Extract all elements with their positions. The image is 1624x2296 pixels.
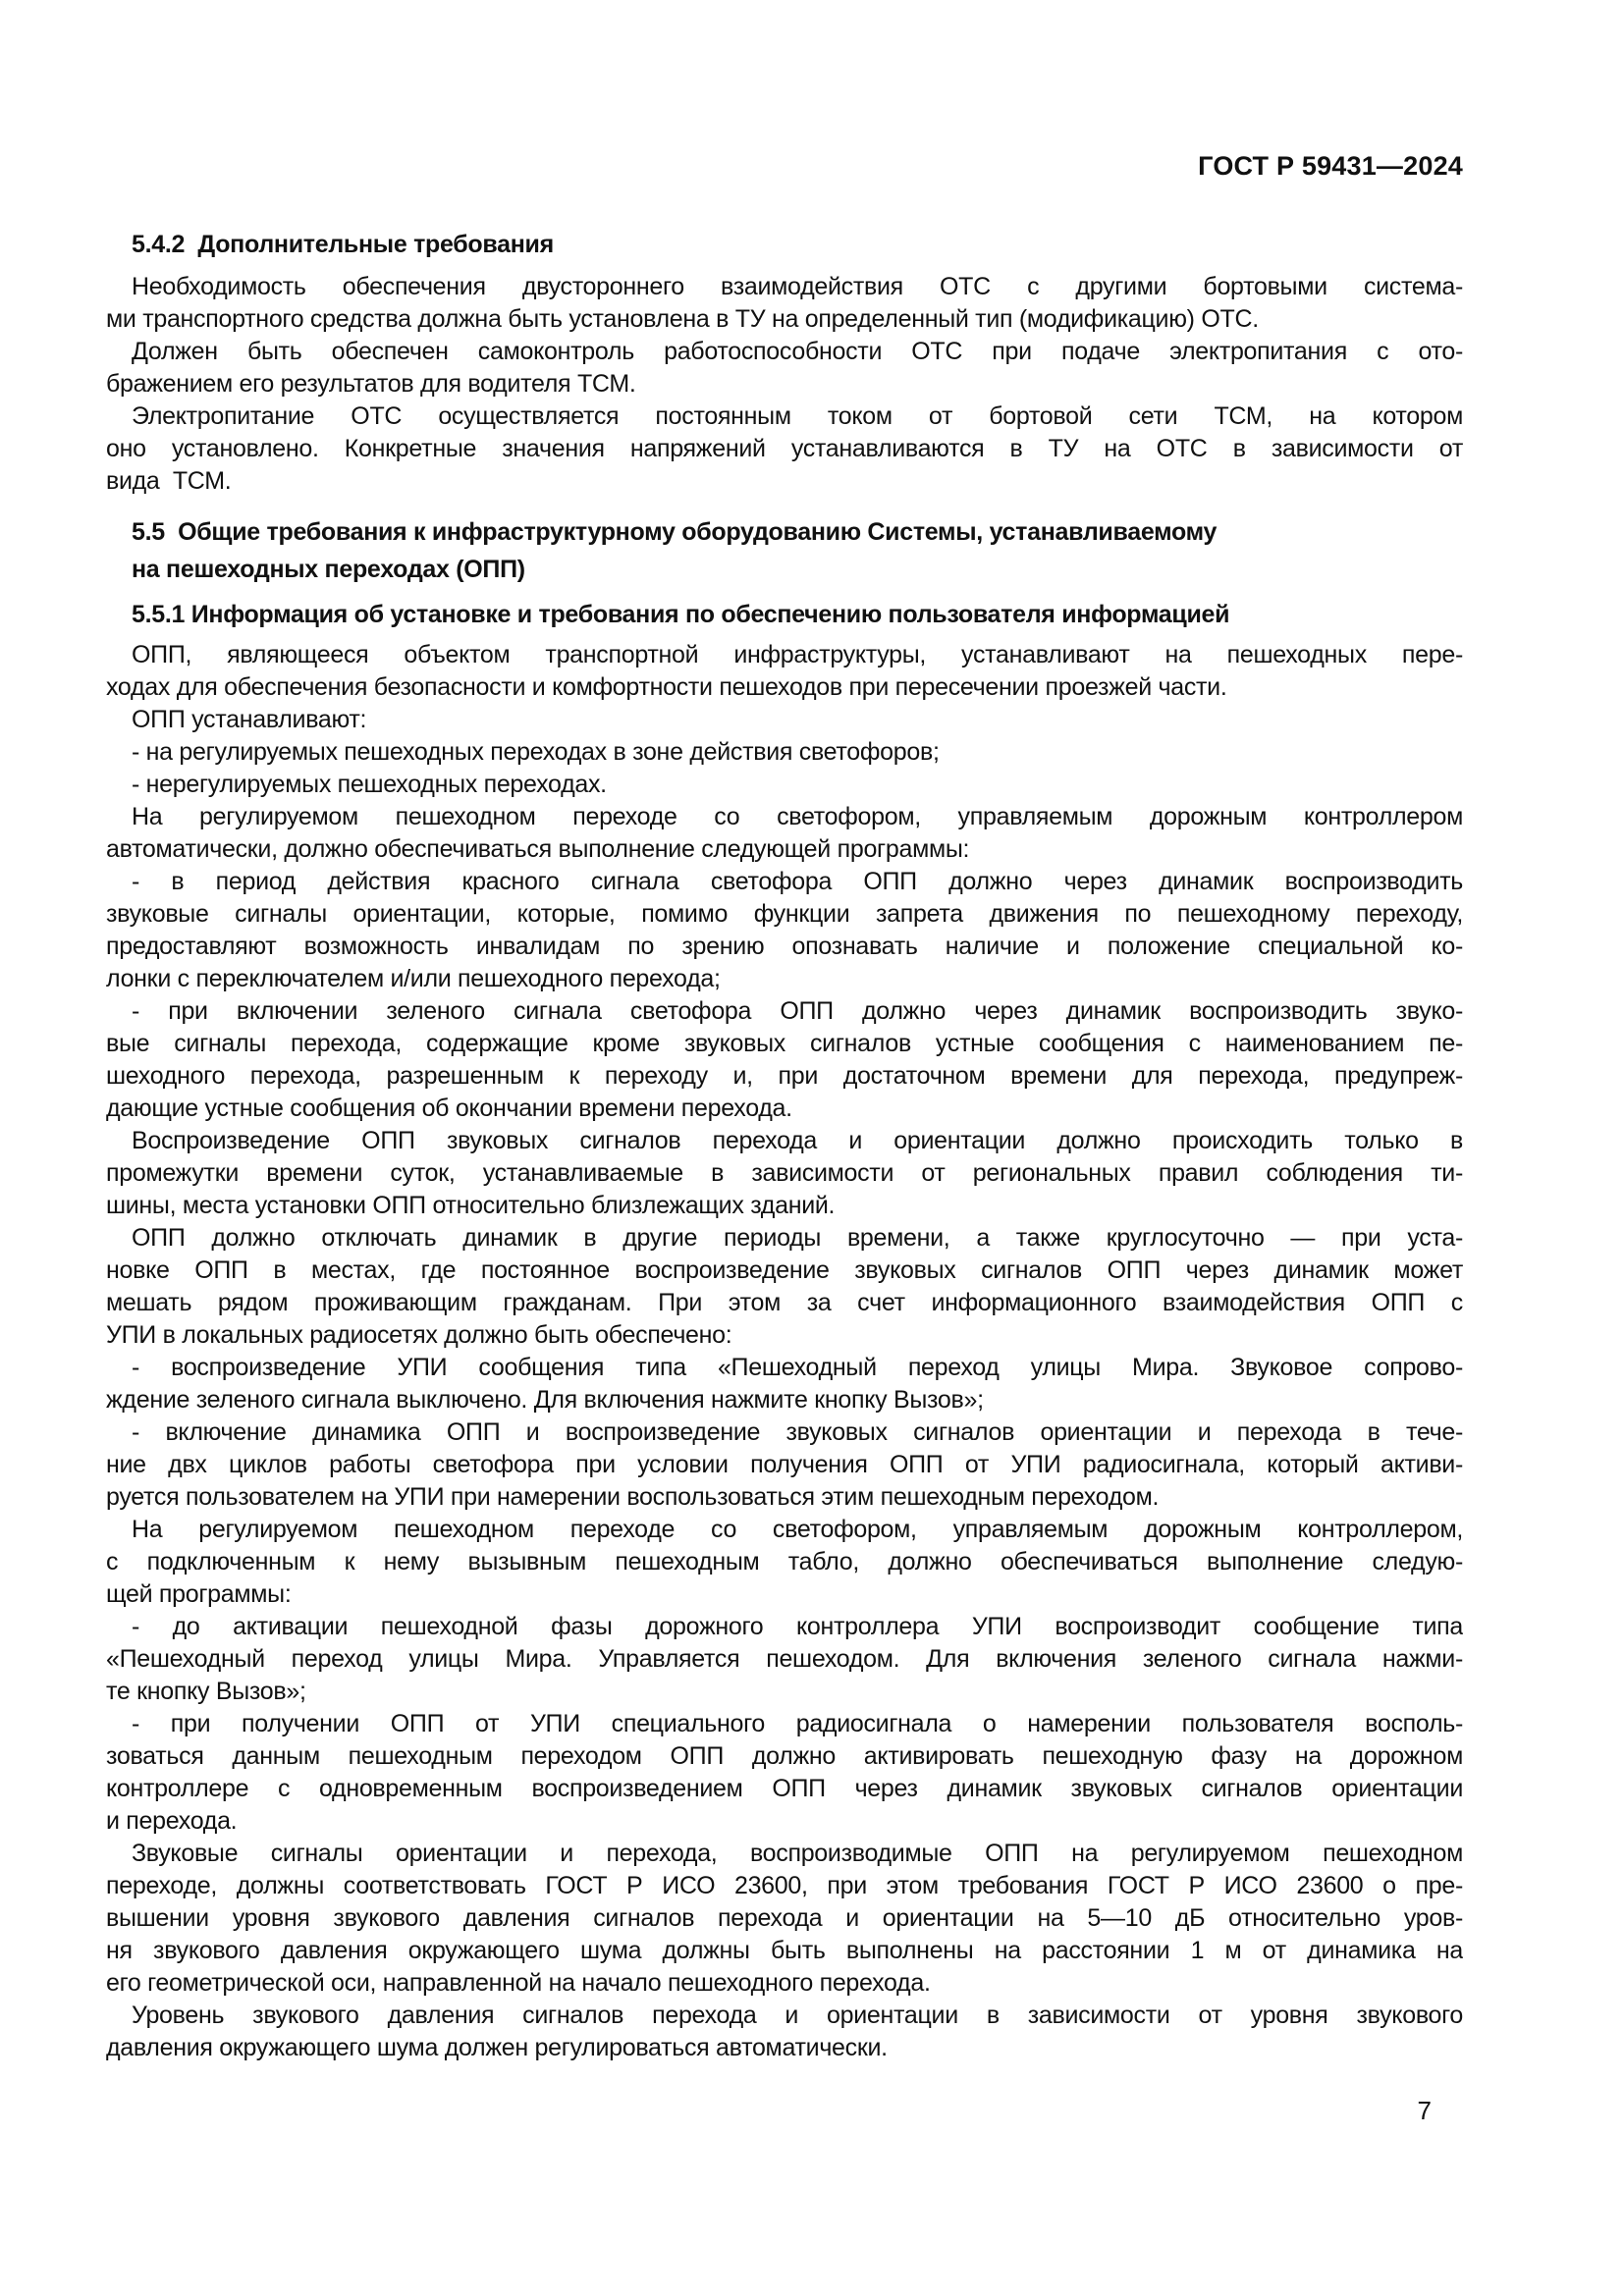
- paragraph-line: Электропитание ОТС осуществляется постоянным током от бортовой сети ТСМ, на котором: [132, 402, 1463, 430]
- paragraph: [106, 1222, 1463, 1352]
- section-heading: [106, 226, 1463, 263]
- paragraph-line: - на регулируемых пешеходных переходах в зоне действия светофоров;: [132, 738, 940, 766]
- paragraph-line: шеходного перехода, разрешенным к переходу и, при достаточном времени для перехода, предупреж-: [106, 1062, 1463, 1090]
- paragraph-line: ОПП должно отключать динамик в другие периоды времени, а также круглосуточно — при уста-: [132, 1224, 1463, 1252]
- paragraph-line: - при включении зеленого сигнала светофора ОПП должно через динамик воспроизводить звуко-: [132, 997, 1463, 1025]
- paragraph: [106, 1125, 1463, 1222]
- paragraph: [106, 336, 1463, 400]
- paragraph-line: промежутки времени суток, устанавливаемые в зависимости от региональных правил соблюдения ти-: [106, 1159, 1463, 1187]
- paragraph: [106, 639, 1463, 704]
- paragraph-line: шины, места установки ОПП относительно близлежащих зданий.: [106, 1192, 836, 1219]
- paragraph-line: - воспроизведение УПИ сообщения типа «Пешеходный переход улицы Мира. Звуковое сопрово-: [132, 1354, 1463, 1381]
- paragraph-line: вида ТСМ.: [106, 467, 232, 495]
- paragraph: [106, 866, 1463, 995]
- paragraph-line: зоваться данным пешеходным переходом ОПП должно активировать пешеходную фазу на дорожном: [106, 1742, 1463, 1770]
- paragraph-line: - в период действия красного сигнала светофора ОПП должно через динамик воспроизводить: [132, 868, 1463, 895]
- paragraph-line: ходах для обеспечения безопасности и комфортности пешеходов при пересечении проезжей части.: [106, 673, 1227, 701]
- paragraph-line: Должен быть обеспечен самоконтроль работоспособности ОТС при подаче электропитания с ото-: [132, 338, 1463, 365]
- paragraph-line: и перехода.: [106, 1807, 238, 1835]
- paragraph-line: Необходимость обеспечения двустороннего взаимодействия ОТС с другими бортовыми система-: [132, 273, 1463, 300]
- paragraph-line: контроллере с одновременным воспроизведением ОПП через динамик звуковых сигналов ориентации: [106, 1775, 1463, 1802]
- paragraph-line: те кнопку Вызов»;: [106, 1678, 306, 1705]
- heading-line: на пешеходных переходах (ОПП): [132, 556, 525, 583]
- paragraph-line: с подключенным к нему вызывным пешеходным табло, должно обеспечиваться выполнение следую-: [106, 1548, 1463, 1575]
- heading-line: 5.5.1 Информация об установке и требования по обеспечению пользователя информацией: [132, 601, 1230, 628]
- paragraph-line: На регулируемом пешеходном переходе со светофором, управляемым дорожным контроллером: [132, 803, 1463, 830]
- paragraph: [106, 1352, 1463, 1416]
- paragraph: [106, 769, 1463, 801]
- paragraph-line: - включение динамика ОПП и воспроизведение звуковых сигналов ориентации и перехода в тече-: [132, 1418, 1463, 1446]
- paragraph-line: вые сигналы перехода, содержащие кроме звуковых сигналов устные сообщения с наименованием пе-: [106, 1030, 1463, 1057]
- paragraph-line: давления окружающего шума должен регулироваться автоматически.: [106, 2034, 888, 2061]
- paragraph-line: предоставляют возможность инвалидам по зрению опознавать наличие и положение специальной ко-: [106, 933, 1463, 960]
- paragraph-line: На регулируемом пешеходном переходе со светофором, управляемым дорожным контроллером,: [132, 1516, 1463, 1543]
- paragraph-line: ня звукового давления окружающего шума должны быть выполнены на расстоянии 1 м от динамика на: [106, 1937, 1463, 1964]
- paragraph-line: Воспроизведение ОПП звуковых сигналов перехода и ориентации должно происходить только в: [132, 1127, 1463, 1154]
- heading-line: 5.5 Общие требования к инфраструктурному оборудованию Системы, устанавливаемому: [132, 518, 1218, 546]
- paragraph: [106, 1708, 1463, 1838]
- paragraph: [106, 801, 1463, 866]
- paragraph-line: Звуковые сигналы ориентации и перехода, воспроизводимые ОПП на регулируемом пешеходном: [132, 1840, 1463, 1867]
- paragraph-line: вышении уровня звукового давления сигналов перехода и ориентации на 5—10 дБ относительно уров-: [106, 1904, 1463, 1932]
- paragraph-line: - при получении ОПП от УПИ специального радиосигнала о намерении пользователя восполь-: [132, 1710, 1463, 1737]
- paragraph-line: ОПП устанавливают:: [132, 706, 367, 733]
- paragraph-line: мешать рядом проживающим гражданам. При этом за счет информационного взаимодействия ОПП с: [106, 1289, 1463, 1316]
- running-header: ГОСТ Р 59431—2024: [1198, 151, 1463, 181]
- paragraph-line: дающие устные сообщения об окончании времени перехода.: [106, 1095, 792, 1122]
- paragraph-line: его геометрической оси, направленной на начало пешеходного перехода.: [106, 1969, 931, 1997]
- paragraph: [106, 2000, 1463, 2064]
- paragraph: [106, 1416, 1463, 1514]
- paragraph-line: УПИ в локальных радиосетях должно быть обеспечено:: [106, 1321, 732, 1349]
- paragraph-line: лонки с переключателем и/или пешеходного перехода;: [106, 965, 721, 992]
- paragraph: [106, 995, 1463, 1125]
- paragraph: [106, 271, 1463, 336]
- paragraph-line: бражением его результатов для водителя ТСМ.: [106, 370, 636, 398]
- paragraph: [106, 1838, 1463, 2000]
- document-content: [0, 226, 1624, 2064]
- heading-line: 5.4.2 Дополнительные требования: [132, 231, 554, 258]
- paragraph: [106, 736, 1463, 769]
- paragraph-line: - до активации пешеходной фазы дорожного контроллера УПИ воспроизводит сообщение типа: [132, 1613, 1463, 1640]
- paragraph: [106, 704, 1463, 736]
- paragraph-line: звуковые сигналы ориентации, которые, помимо функции запрета движения по пешеходному переходу,: [106, 900, 1463, 928]
- paragraph-line: Уровень звукового давления сигналов перехода и ориентации в зависимости от уровня звукового: [132, 2002, 1463, 2029]
- paragraph-line: ОПП, являющееся объектом транспортной инфраструктуры, устанавливают на пешеходных пере-: [132, 641, 1463, 668]
- paragraph-line: переходе, должны соответствовать ГОСТ Р ИСО 23600, при этом требования ГОСТ Р ИСО 23600 о пре-: [106, 1872, 1463, 1899]
- section-heading: [106, 596, 1463, 633]
- paragraph-line: ние двх циклов работы светофора при условии получения ОПП от УПИ радиосигнала, который активи-: [106, 1451, 1463, 1478]
- paragraph-line: ми транспортного средства должна быть установлена в ТУ на определенный тип (модификацию) ОТС.: [106, 305, 1259, 333]
- paragraph-line: щей программы:: [106, 1580, 292, 1608]
- paragraph-line: оно установлено. Конкретные значения напряжений устанавливаются в ТУ на ОТС в зависимости от: [106, 435, 1463, 462]
- paragraph-line: руется пользователем на УПИ при намерении воспользоваться этим пешеходным переходом.: [106, 1483, 1160, 1511]
- paragraph: [106, 400, 1463, 498]
- paragraph-line: ждение зеленого сигнала выключено. Для включения нажмите кнопку Вызов»;: [106, 1386, 984, 1414]
- paragraph: [106, 1514, 1463, 1611]
- paragraph-line: «Пешеходный переход улицы Мира. Управляется пешеходом. Для включения зеленого сигнала нажми-: [106, 1645, 1463, 1673]
- paragraph-line: автоматически, должно обеспечиваться выполнение следующей программы:: [106, 835, 970, 863]
- page-number: 7: [1417, 2096, 1432, 2125]
- paragraph: [106, 1611, 1463, 1708]
- paragraph-line: новке ОПП в местах, где постоянное воспроизведение звуковых сигналов ОПП через динамик может: [106, 1256, 1463, 1284]
- paragraph-line: - нерегулируемых пешеходных переходах.: [132, 771, 607, 798]
- section-heading: [106, 513, 1463, 588]
